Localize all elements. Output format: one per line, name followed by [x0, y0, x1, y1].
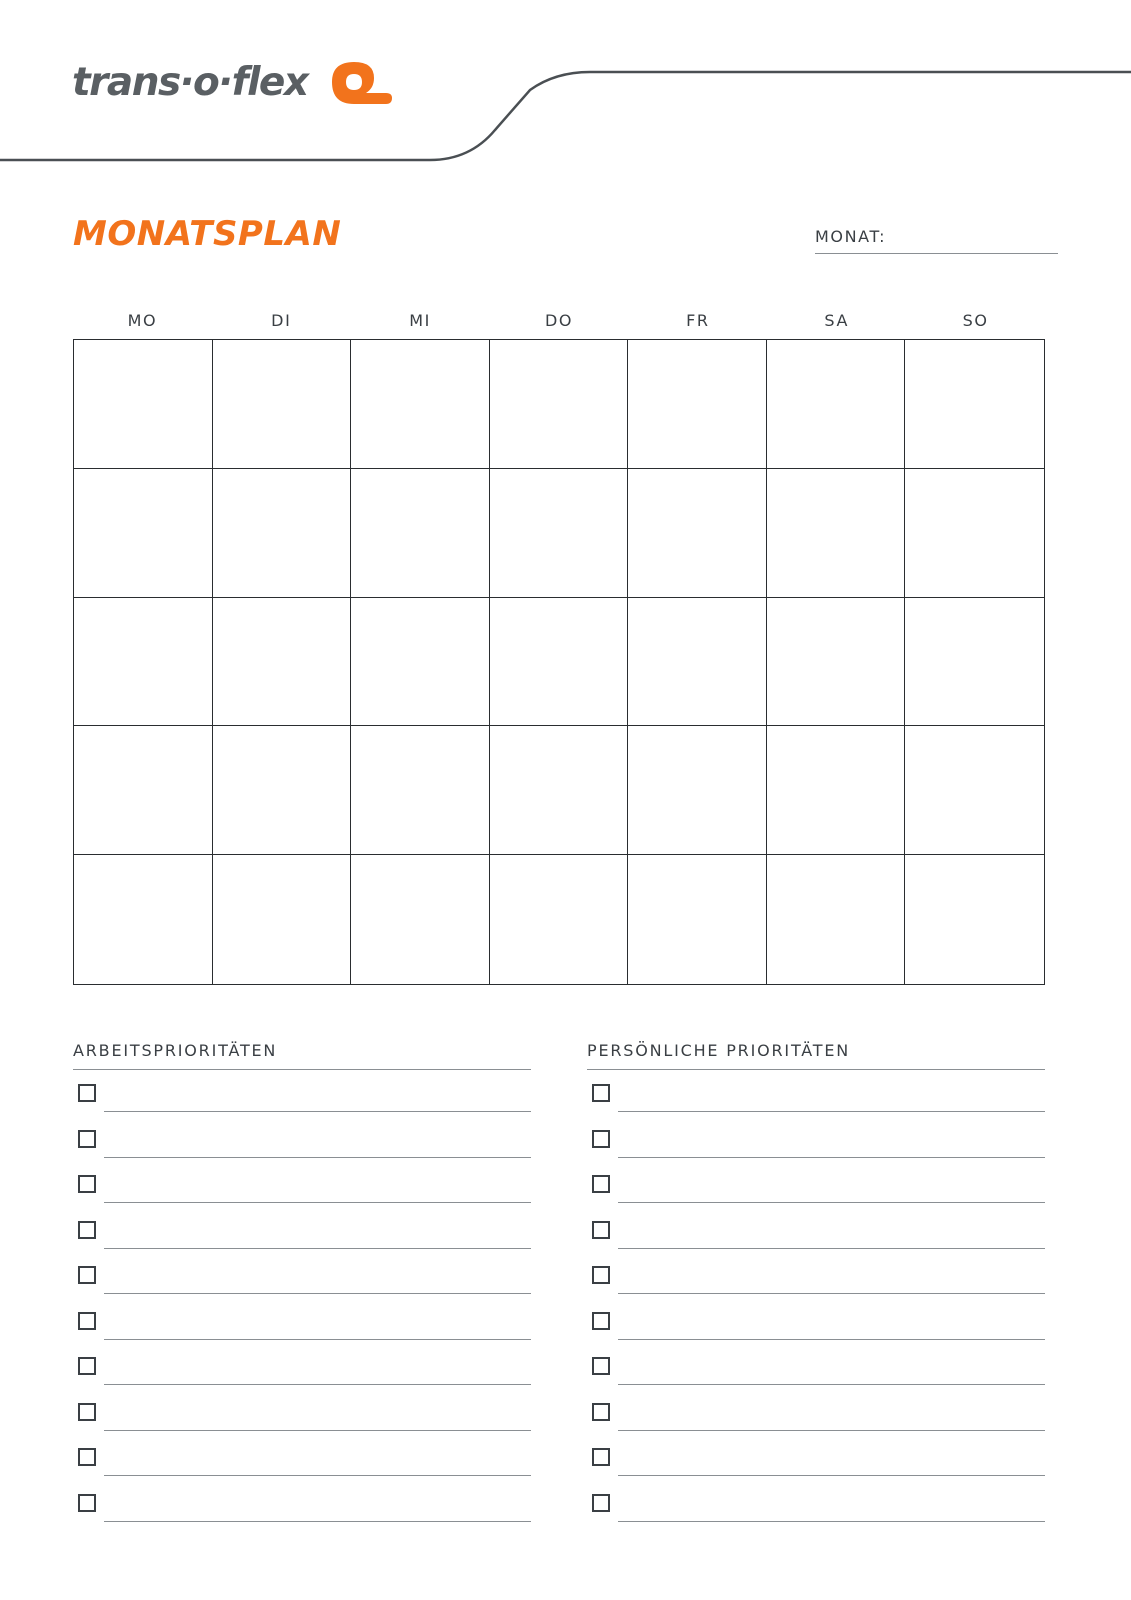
day-cell[interactable] — [74, 469, 213, 598]
checkbox[interactable] — [78, 1312, 96, 1330]
weekday-do: DO — [544, 311, 574, 330]
checkbox[interactable] — [592, 1266, 610, 1284]
day-cell[interactable] — [74, 855, 213, 984]
day-cell[interactable] — [490, 469, 629, 598]
work-priority-row — [73, 1070, 531, 1116]
writing-line[interactable] — [618, 1248, 1045, 1249]
writing-line[interactable] — [104, 1111, 531, 1112]
work-priority-row — [73, 1298, 531, 1344]
checkbox[interactable] — [592, 1448, 610, 1466]
day-cell[interactable] — [351, 469, 490, 598]
month-input-line[interactable] — [815, 253, 1058, 254]
checkbox[interactable] — [78, 1175, 96, 1193]
day-cell[interactable] — [490, 726, 629, 855]
weekday-mi: MI — [409, 311, 432, 330]
checkbox[interactable] — [592, 1130, 610, 1148]
checkbox[interactable] — [592, 1175, 610, 1193]
writing-line[interactable] — [618, 1339, 1045, 1340]
writing-line[interactable] — [104, 1248, 531, 1249]
day-cell[interactable] — [351, 340, 490, 469]
work-priority-row — [73, 1116, 531, 1162]
day-cell[interactable] — [767, 469, 906, 598]
checkbox[interactable] — [78, 1221, 96, 1239]
personal-priority-row — [587, 1389, 1045, 1435]
writing-line[interactable] — [618, 1293, 1045, 1294]
work-priority-row — [73, 1343, 531, 1389]
personal-priority-row — [587, 1161, 1045, 1207]
personal-priority-row — [587, 1207, 1045, 1253]
work-priority-row — [73, 1434, 531, 1480]
work-priorities — [73, 1039, 531, 1525]
writing-line[interactable] — [104, 1202, 531, 1203]
checkbox[interactable] — [78, 1266, 96, 1284]
day-cell[interactable] — [628, 340, 767, 469]
brand-logo — [72, 52, 394, 112]
day-cell[interactable] — [628, 598, 767, 727]
work-priority-row — [73, 1207, 531, 1253]
day-cell[interactable] — [905, 726, 1044, 855]
day-cell[interactable] — [74, 340, 213, 469]
day-cell[interactable] — [213, 598, 352, 727]
work-priorities-title: ARBEITSPRIORITÄTEN — [73, 1039, 531, 1070]
brand-name: trans·o·flex — [72, 59, 308, 105]
work-priority-row — [73, 1480, 531, 1526]
writing-line[interactable] — [104, 1339, 531, 1340]
day-cell[interactable] — [213, 469, 352, 598]
checkbox[interactable] — [78, 1448, 96, 1466]
day-cell[interactable] — [628, 469, 767, 598]
day-cell[interactable] — [74, 598, 213, 727]
checkbox[interactable] — [78, 1494, 96, 1512]
day-cell[interactable] — [213, 726, 352, 855]
day-cell[interactable] — [628, 855, 767, 984]
page-title: MONATSPLAN — [73, 214, 342, 254]
weekday-so: SO — [962, 311, 989, 330]
writing-line[interactable] — [618, 1430, 1045, 1431]
checkbox[interactable] — [78, 1084, 96, 1102]
day-cell[interactable] — [351, 726, 490, 855]
checkbox[interactable] — [78, 1357, 96, 1375]
month-label: MONAT: — [815, 227, 887, 246]
checkbox[interactable] — [592, 1494, 610, 1512]
personal-priority-row — [587, 1298, 1045, 1344]
checkbox[interactable] — [592, 1221, 610, 1239]
personal-priorities-title: PERSÖNLICHE PRIORITÄTEN — [587, 1039, 1045, 1070]
weekday-header — [73, 311, 1045, 330]
calendar-grid — [73, 339, 1045, 985]
writing-line[interactable] — [104, 1293, 531, 1294]
writing-line[interactable] — [618, 1384, 1045, 1385]
checkbox[interactable] — [592, 1084, 610, 1102]
work-priority-row — [73, 1252, 531, 1298]
weekday-di: DI — [271, 311, 292, 330]
writing-line[interactable] — [618, 1475, 1045, 1476]
weekday-fr: FR — [686, 311, 710, 330]
writing-line[interactable] — [618, 1157, 1045, 1158]
work-priority-row — [73, 1161, 531, 1207]
day-cell[interactable] — [767, 855, 906, 984]
writing-line[interactable] — [104, 1475, 531, 1476]
day-cell[interactable] — [767, 340, 906, 469]
checkbox[interactable] — [78, 1403, 96, 1421]
personal-priorities — [587, 1039, 1045, 1525]
brand-swirl-icon — [314, 54, 394, 110]
day-cell[interactable] — [213, 855, 352, 984]
day-cell[interactable] — [767, 598, 906, 727]
personal-priority-row — [587, 1252, 1045, 1298]
day-cell[interactable] — [213, 340, 352, 469]
writing-line[interactable] — [104, 1430, 531, 1431]
day-cell[interactable] — [351, 855, 490, 984]
writing-line[interactable] — [104, 1157, 531, 1158]
personal-priority-row — [587, 1434, 1045, 1480]
day-cell[interactable] — [905, 340, 1044, 469]
personal-priority-row — [587, 1480, 1045, 1526]
checkbox[interactable] — [78, 1130, 96, 1148]
day-cell[interactable] — [905, 469, 1044, 598]
writing-line[interactable] — [104, 1521, 531, 1522]
personal-priority-row — [587, 1343, 1045, 1389]
day-cell[interactable] — [490, 855, 629, 984]
writing-line[interactable] — [618, 1111, 1045, 1112]
checkbox[interactable] — [592, 1403, 610, 1421]
work-priority-row — [73, 1389, 531, 1435]
weekday-mo: MO — [127, 311, 158, 330]
day-cell[interactable] — [490, 598, 629, 727]
day-cell[interactable] — [628, 726, 767, 855]
checkbox[interactable] — [592, 1312, 610, 1330]
personal-priority-row — [587, 1070, 1045, 1116]
weekday-sa: SA — [824, 311, 850, 330]
day-cell[interactable] — [74, 726, 213, 855]
day-cell[interactable] — [905, 598, 1044, 727]
writing-line[interactable] — [104, 1384, 531, 1385]
day-cell[interactable] — [767, 726, 906, 855]
day-cell[interactable] — [490, 340, 629, 469]
day-cell[interactable] — [351, 598, 490, 727]
checkbox[interactable] — [592, 1357, 610, 1375]
day-cell[interactable] — [905, 855, 1044, 984]
writing-line[interactable] — [618, 1521, 1045, 1522]
personal-priority-row — [587, 1116, 1045, 1162]
writing-line[interactable] — [618, 1202, 1045, 1203]
